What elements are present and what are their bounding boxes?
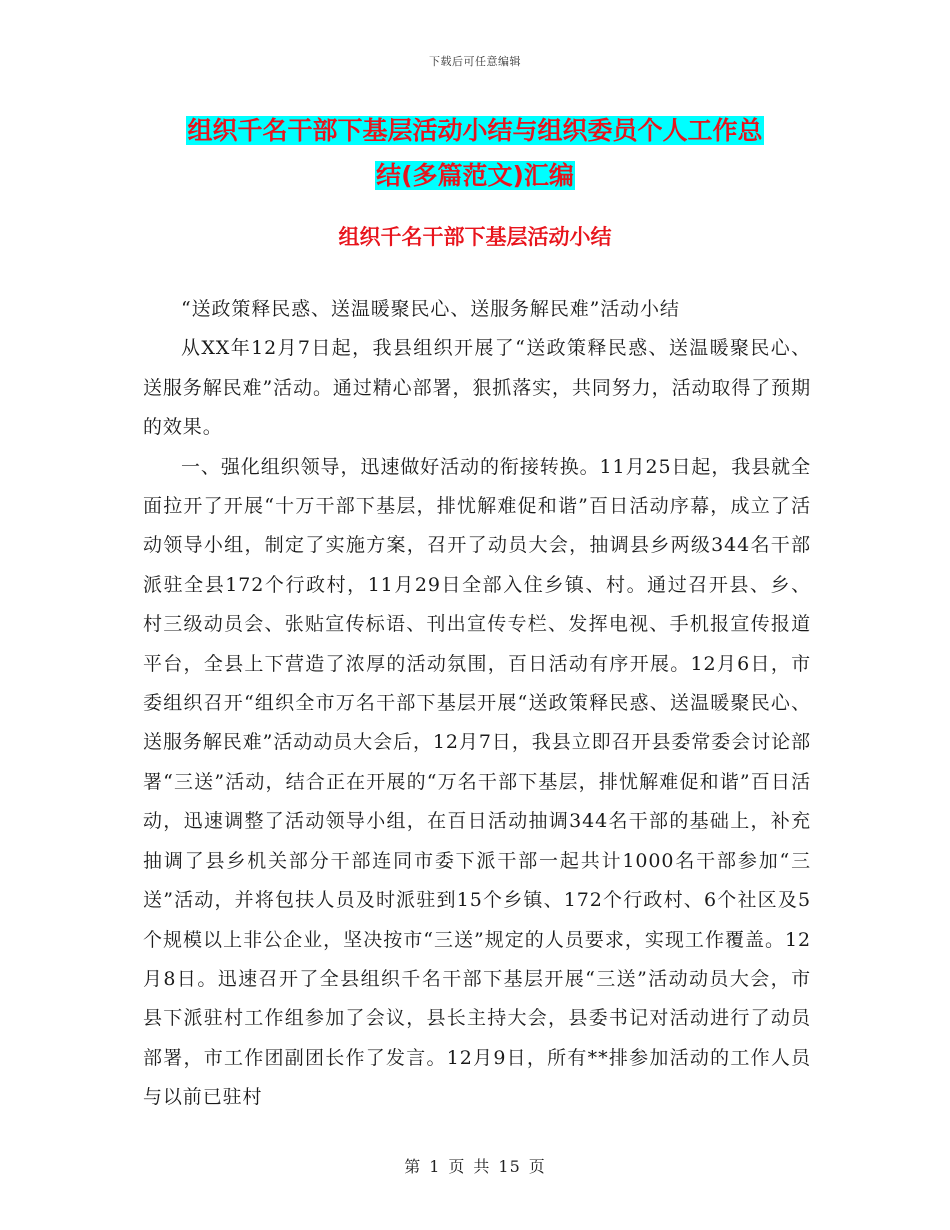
- header-note: 下载后可任意编辑: [429, 55, 521, 68]
- page-footer: [0, 1154, 950, 1177]
- document-title: [0, 108, 950, 198]
- footer-middle: 页: [448, 1157, 466, 1176]
- paragraph-subtitle: “送政策释民惑、送温暖聚民心、送服务解民难”活动小结: [181, 298, 680, 320]
- title-line-1: 组织千名干部下基层活动小结与组织委员个人工作总: [187, 116, 763, 145]
- body-text: [143, 290, 811, 1118]
- footer-total-label: 共: [473, 1157, 491, 1176]
- section-title: 组织千名干部下基层活动小结: [338, 225, 612, 249]
- title-line-2: 结(多篇范文)汇编: [376, 161, 574, 190]
- footer-current-page: 1: [429, 1157, 441, 1176]
- paragraph-section-one: 一、强化组织领导，迅速做好活动的衔接转换。11月25日起，我县就全面拉开了开展“十万干部下基层，排忧解难促和谐”百日活动序幕，成立了活动领导小组，制定了实施方案，召开了动员大会，抽调县乡两级344名干部派驻全县172个行政村，11月29日全部入住乡镇、村。通过召开县、乡、村三级动员会、张贴宣传标语、刊出宣传专栏、发挥电视、手机报宣传报道平台，全县上下营造了浓厚的活动氛围，百日活动有序开展。12月6日，市委组织召开“组织全市万名干部下基层开展“送政策释民惑、送温暖聚民心、送服务解民难”活动动员大会后，12月7日，我县立即召开县委常委会讨论部署“三送”活动，结合正在开展的“万名干部下基层，排忧解难促和谐”百日活动，迅速调整了活动领导小组，在百日活动抽调344名干部的基础上，补充抽调了县乡机关部分干部连同市委下派干部一起共计1000名干部参加“三送”活动，并将包扶人员及时派驻到15个乡镇、172个行政村、6个社区及5个规模以上非公企业，坚决按市“三送”规定的人员要求，实现工作覆盖。12月8日。迅速召开了全县组织千名干部下基层开展“三送”活动动员大会，市县下派驻村工作组参加了会议，县长主持大会，县委书记对活动进行了动员部署，市工作团副团长作了发言。12月9日，所有**排参加活动的工作人员与以前已驻村: [143, 455, 811, 1109]
- footer-suffix: 页: [528, 1157, 546, 1176]
- footer-prefix: 第: [404, 1157, 422, 1176]
- footer-total-pages: 15: [498, 1157, 521, 1176]
- paragraph-intro: 从XX年12月7日起，我县组织开展了“送政策释民惑、送温暖聚民心、送服务解民难”活动。通过精心部署，狠抓落实，共同努力，活动取得了预期的效果。: [143, 337, 811, 439]
